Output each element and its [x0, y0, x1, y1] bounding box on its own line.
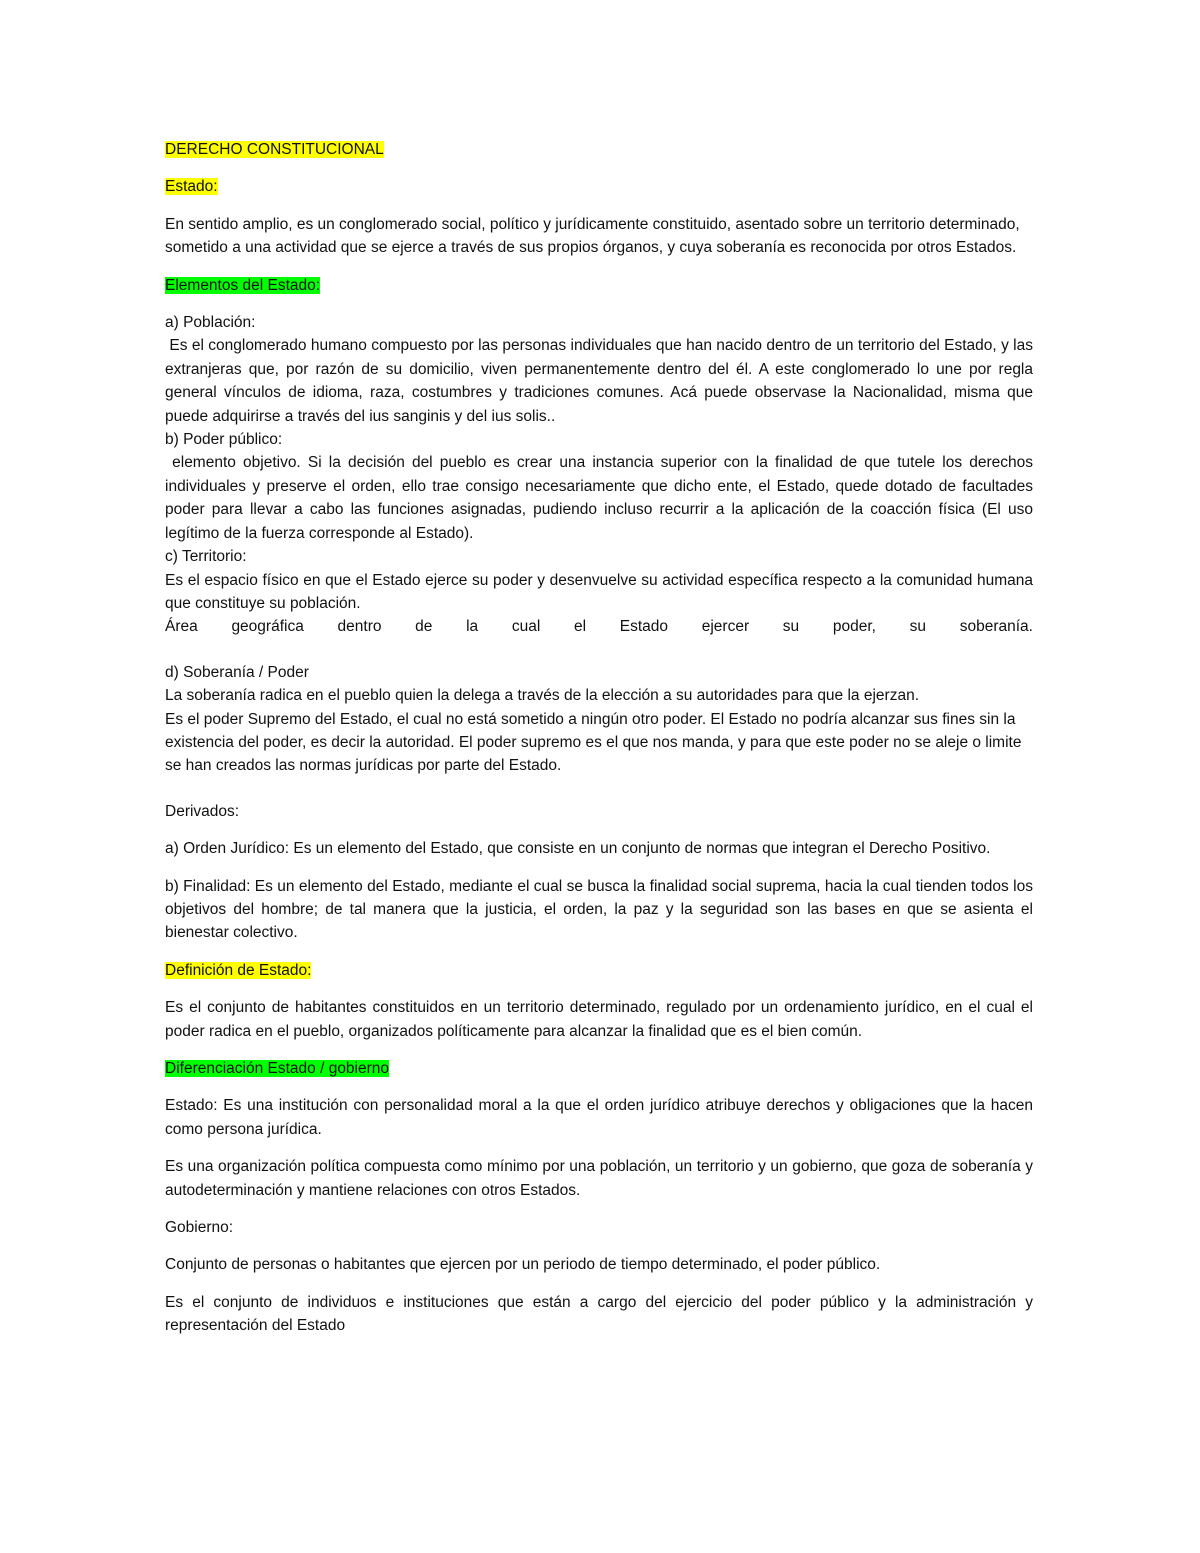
- elementos-heading: [165, 274, 1033, 297]
- finalidad-paragraph: b) Finalidad: Es un elemento del Estado, mediante el cual se busca la finalidad social suprema, hacia la cual tienden todos los objetivos del hombre; de tal manera que la justicia, el orden, la paz y la seguridad son las bases en que se asienta el bienestar colectivo.: [165, 877, 1033, 942]
- diferenciacion-heading-text: Diferenciación Estado / gobierno: [165, 1060, 390, 1077]
- gobierno-paragraph-2: Es el conjunto de individuos e instituciones que están a cargo del ejercicio del poder público y la administración y representación del Estado: [165, 1293, 1033, 1335]
- estado-definition-paragraph: En sentido amplio, es un conglomerado social, político y jurídicamente constituido, asentado sobre un territorio determinado, sometido a una actividad que se ejerce a través de sus propios órganos, y cuya soberanía es reconocida por otros Estados.: [165, 215, 1020, 257]
- definicion-heading-text: Definición de Estado:: [165, 961, 312, 979]
- document-title: [165, 138, 1033, 161]
- poblacion-paragraph: [165, 334, 1033, 428]
- definicion-paragraph: Es el conjunto de habitantes constituidos en un territorio determinado, regulado por un ordenamiento jurídico, en el cual el poder radica en el pueblo, organizados políticamente para alcanzar la finalidad que es el bien común.: [165, 999, 1033, 1040]
- poblacion-heading: a) Población:: [165, 314, 256, 332]
- estado-heading: [165, 175, 1033, 198]
- definicion-heading: [165, 959, 1033, 982]
- diferenciacion-estado-paragraph-2: Es una organización política compuesta como mínimo por una población, un territorio y un gobierno, que goza de soberanía y autodeterminación y mantiene relaciones con otros Estados.: [165, 1158, 1033, 1199]
- poder-publico-paragraph: [165, 451, 1033, 545]
- derivados-heading: Derivados:: [165, 802, 240, 820]
- poder-publico-heading: b) Poder público:: [165, 431, 283, 449]
- diferenciacion-heading: [165, 1057, 1033, 1080]
- diferenciacion-estado-text: Es una institución con personalidad moral a la que el orden jurídico atribuye derechos y obligaciones que la hacen como persona jurídica.: [165, 1097, 1033, 1138]
- gobierno-paragraph-1: Conjunto de personas o habitantes que ejercen por un periodo de tiempo determinado, el poder público.: [165, 1256, 881, 1274]
- territorio-paragraph: Es el espacio físico en que el Estado ejerce su poder y desenvuelve su actividad específica respecto a la comunidad humana que constituye su población.: [165, 571, 1033, 612]
- poblacion-text: Es el conglomerado humano compuesto por las personas individuales que han nacido dentro de un territorio del Estado, y las extranjeras que, por razón de su domicilio, viven permanentemente dentro del él. A este conglomerado lo une por regla general vínculos de idioma, raza, costumbres y tradiciones comunes. Acá puede observase la Nacionalidad, misma que puede adquirirse a través del ius sanginis y del ius solis..: [165, 337, 1034, 425]
- elementos-heading-text: Elementos del Estado:: [165, 276, 321, 294]
- territorio-paragraph-2: Área geográfica dentro de la cual el Estado ejercer su poder, su soberanía.: [165, 618, 1033, 636]
- orden-juridico-paragraph: a) Orden Jurídico: Es un elemento del Estado, que consiste en un conjunto de normas que integran el Derecho Positivo.: [165, 840, 991, 858]
- gobierno-heading: Gobierno:: [165, 1219, 234, 1237]
- estado-heading-text: Estado:: [165, 178, 218, 196]
- soberania-paragraph-2: Es el poder Supremo del Estado, el cual no está sometido a ningún otro poder. El Estado no podría alcanzar sus fines sin la existencia del poder, es decir la autoridad. El poder supremo es el que nos manda, y para que este poder no se aleje o limite se han creados las normas jurídicas por parte del Estado.: [165, 710, 1022, 775]
- soberania-heading: d) Soberanía / Poder: [165, 663, 309, 681]
- title-text: DERECHO CONSTITUCIONAL: [165, 141, 384, 158]
- soberania-paragraph-1: La soberanía radica en el pueblo quien la delega a través de la elección a su autoridades para que la ejerzan.: [165, 687, 919, 705]
- poder-publico-text: elemento objetivo. Si la decisión del pueblo es crear una instancia superior con la finalidad de que tutele los derechos individuales y preserve el orden, ello trae consigo necesariamente que dicho ente, el Estado, quede dotado de facultades poder para llevar a cabo las funciones asignadas, pudiendo incluso recurrir a la aplicación de la coacción física (El uso legítimo de la fuerza corresponde al Estado).: [165, 454, 1033, 542]
- territorio-heading: c) Territorio:: [165, 548, 247, 566]
- diferenciacion-estado-paragraph: [165, 1094, 1033, 1141]
- diferenciacion-estado-label: Estado:: [165, 1097, 218, 1115]
- document-body: [165, 138, 1033, 1338]
